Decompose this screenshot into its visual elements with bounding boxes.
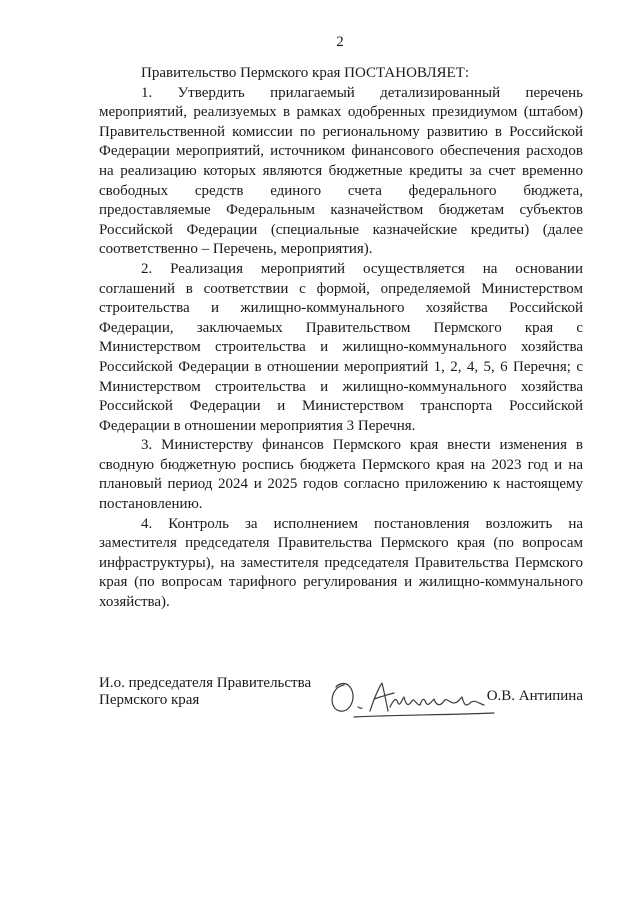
signature-block	[99, 675, 583, 735]
signatory-title-line-1: И.о. председателя Правительства	[99, 675, 312, 691]
signatory-name: О.В. Антипина	[486, 688, 583, 704]
paragraph-4: 4. Контроль за исполнением постановления возложить на заместителя председателя Правительства Пермского края (по вопросам инфраструктуры), на заместителя председателя Правительства Пермского края (по вопросам тарифного регулирования и жилищно-коммунального хозяйства).	[99, 515, 583, 611]
preamble: Правительство Пермского края ПОСТАНОВЛЯЕТ:	[141, 65, 470, 81]
handwritten-signature	[324, 675, 504, 721]
paragraph-2: 2. Реализация мероприятий осуществляется на основании соглашений в соответствии с формой, определяемой Министерством строительства и жилищно-коммунального хозяйства Российской Федерации, заключаемых Правительством Пермского края с Министерством строительства и жилищно-коммунального хозяйства Российской Федерации в отношении мероприятий 1, 2, 4, 5, 6 Перечня; с Министерством строительства и жилищно-коммунального хозяйства Российской Федерации и Министерством транспорта Российской Федерации в отношении мероприятия 3 Перечня.	[99, 260, 583, 434]
page-number: 2	[336, 34, 344, 50]
paragraph-3: 3. Министерству финансов Пермского края внести изменения в сводную бюджетную роспись бюджета Пермского края на 2023 год и на плановый период 2024 и 2025 годов согласно приложению к настоящему постановлению.	[99, 437, 583, 513]
signatory-title-line-2: Пермского края	[99, 692, 200, 708]
signatory-title	[99, 675, 311, 709]
paragraph-1: 1. Утвердить прилагаемый детализированный перечень мероприятий, реализуемых в рамках одобренных президиумом (штабом) Правительственной комиссии по региональному развитию в Российской Федерации мероприятий, источником финансового обеспечения расходов на реализацию которых являются бюджетные кредиты за счет временно свободных средств единого счета федерального бюджета, предоставляемые Федеральным казначейством бюджетам субъектов Российской Федерации (специальные казначейские кредиты) (далее соответственно – Перечень, мероприятия).	[99, 84, 583, 258]
document-body	[99, 64, 583, 613]
